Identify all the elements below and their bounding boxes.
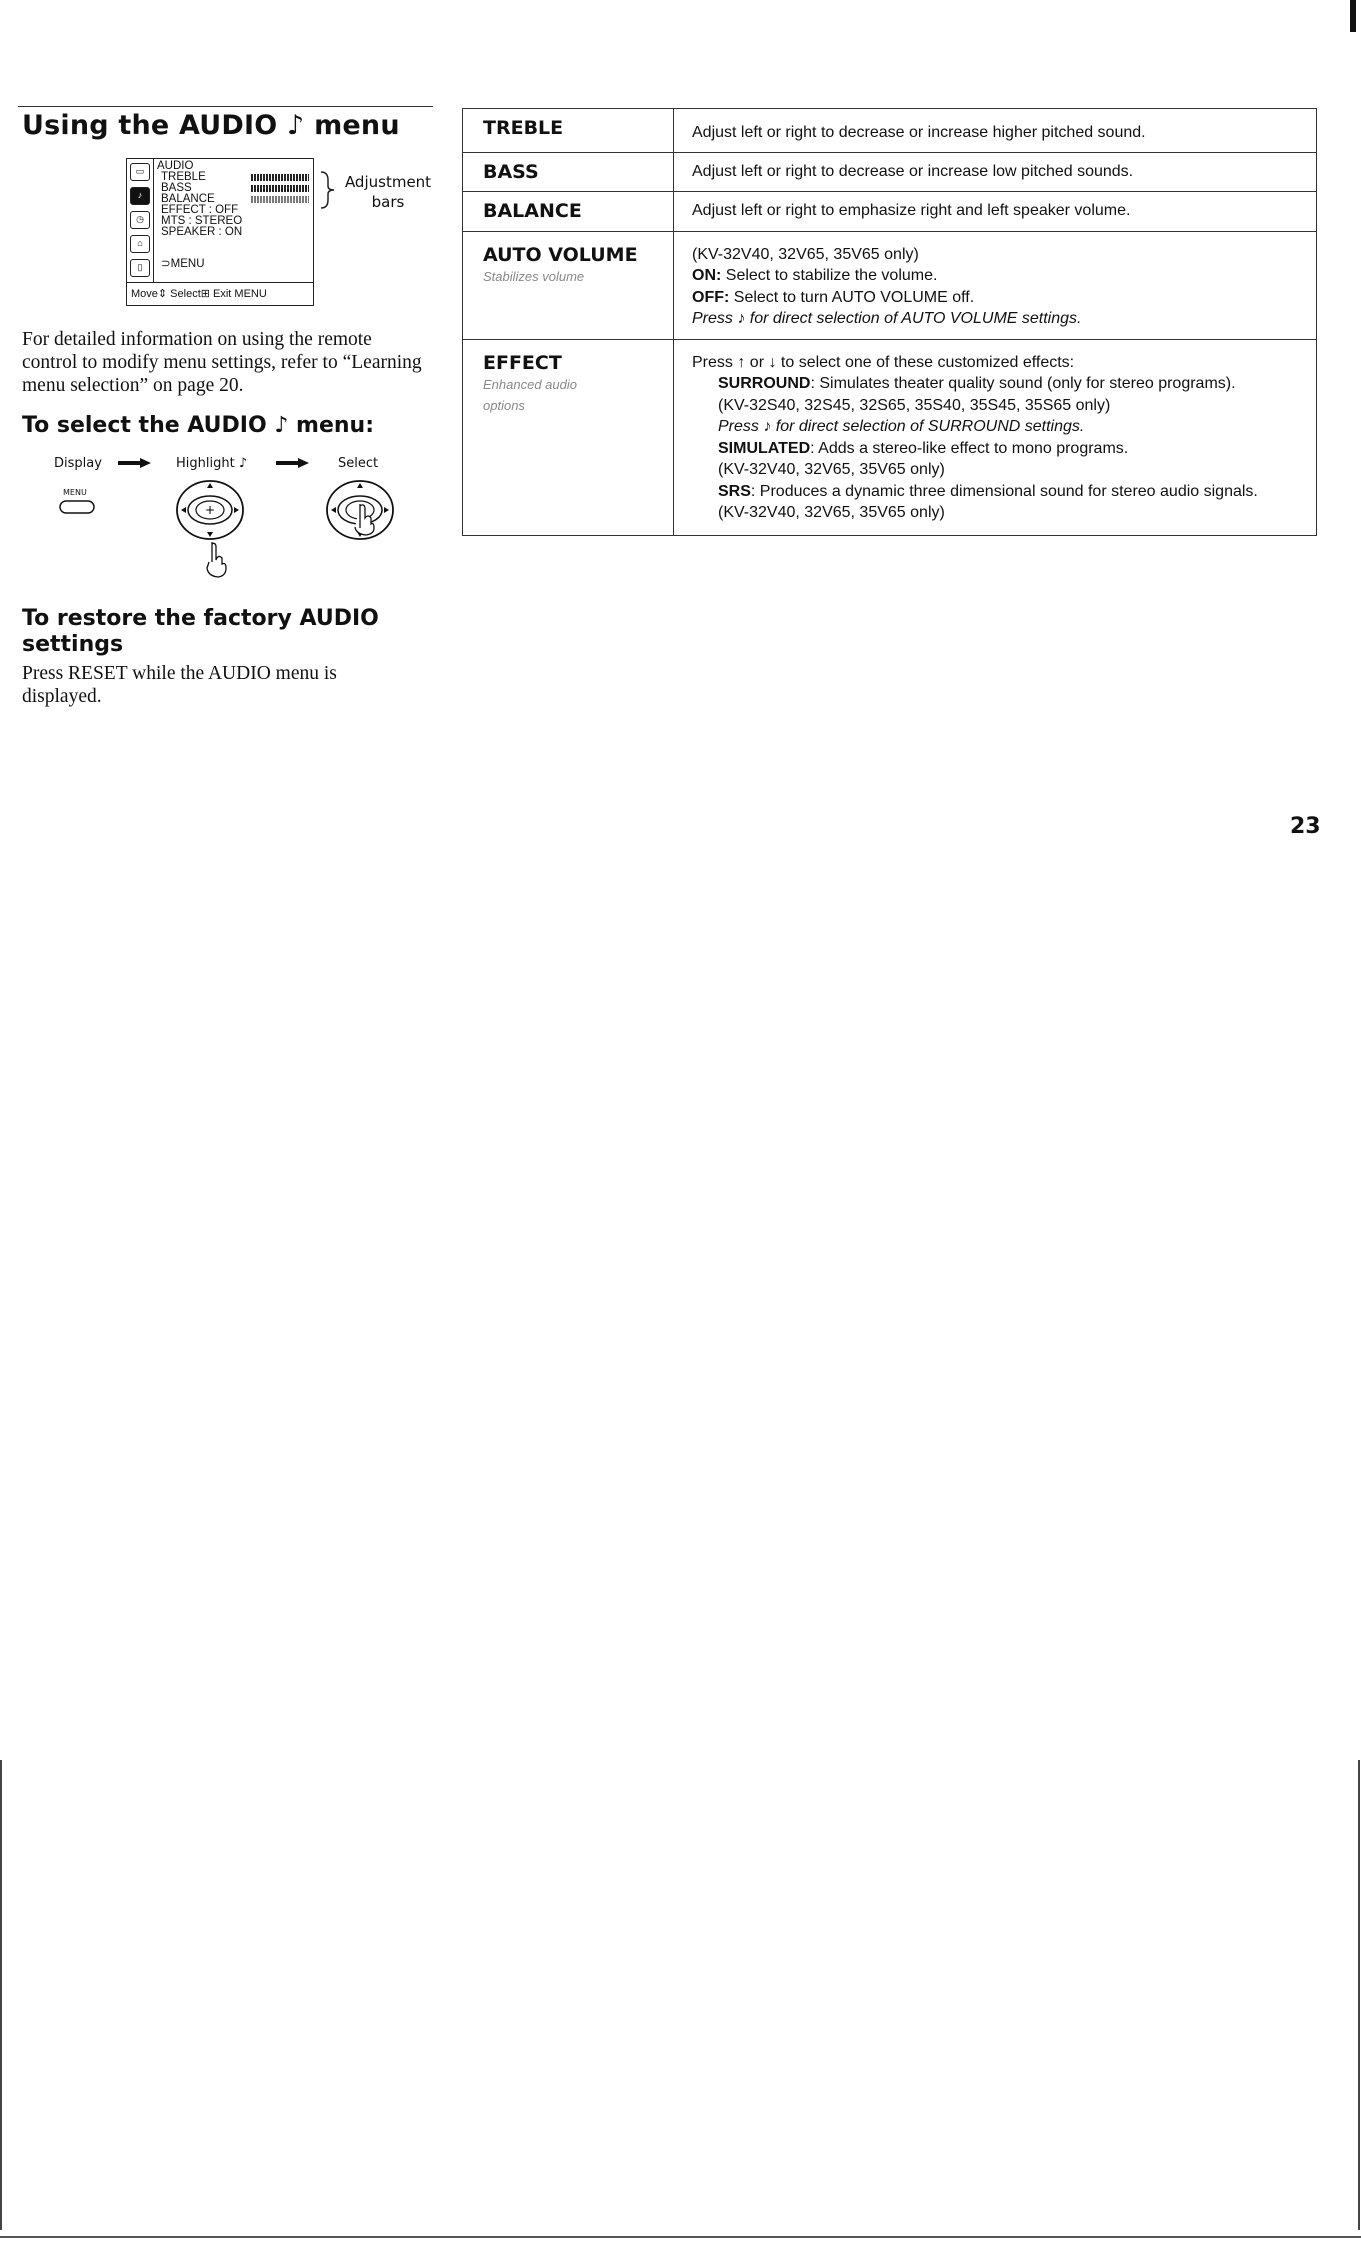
flow-display-label: Display <box>54 456 102 471</box>
menu-icon-column <box>127 159 154 283</box>
table-row <box>463 152 1317 191</box>
simulated-models: (KV-32V40, 32V65, 35V65 only) <box>718 461 945 478</box>
table-desc-cell <box>674 339 1317 535</box>
simulated-text: : Adds a stereo-like effect to mono programs. <box>810 439 1129 457</box>
table-row <box>463 109 1317 153</box>
menu-item-effect: EFFECT : OFF <box>161 204 239 216</box>
restore-heading: To restore the factory AUDIO settings <box>22 606 379 657</box>
table-desc-cell <box>674 152 1317 191</box>
svg-text:+: + <box>204 503 216 517</box>
channel-icon: ▯ <box>130 259 150 277</box>
flow-select-label: Select <box>338 456 379 471</box>
bass-label: BASS <box>483 160 539 183</box>
table-label-cell <box>463 191 674 231</box>
table-row <box>463 339 1317 535</box>
scan-edge-bottom <box>0 2236 1361 2238</box>
table-desc-cell <box>674 231 1317 339</box>
joystick-select-icon <box>324 478 398 542</box>
top-rule <box>18 106 433 107</box>
surround-models: (KV-32S40, 32S45, 32S65, 35S40, 35S45, 35S65 only) <box>718 396 1111 414</box>
effect-intro: Press ↑ or ↓ to select one of these customized effects: <box>692 353 1075 371</box>
brace-icon <box>318 170 338 210</box>
video-icon: ▭ <box>130 163 150 181</box>
effect-label: EFFECT <box>483 351 562 374</box>
balance-label: BALANCE <box>483 199 582 222</box>
off-key: OFF: <box>692 288 730 306</box>
menu-button-label: MENU <box>63 488 87 497</box>
menu-bottom-text: Move⇕ Select⊞ Exit MENU <box>131 288 267 300</box>
on-key: ON: <box>692 267 722 284</box>
treble-desc: Adjust left or right to decrease or increase higher pitched sound. <box>692 124 1146 141</box>
page-title: Using the AUDIO ♪ menu <box>22 110 400 141</box>
table-label-cell <box>463 231 674 339</box>
srs-key: SRS <box>718 482 751 500</box>
off-text: Select to turn AUTO VOLUME off. <box>733 288 975 306</box>
on-text: Select to stabilize the volume. <box>725 267 938 284</box>
intro-paragraph: For detailed information on using the remote control to modify menu settings, refer to “Learning menu selection” on page 20. <box>22 329 422 396</box>
treble-label: TREBLE <box>483 117 564 139</box>
table-row <box>463 191 1317 231</box>
joystick-highlight-icon <box>174 478 248 542</box>
flow-highlight-label: Highlight ♪ <box>176 456 248 471</box>
treble-bar <box>251 174 309 181</box>
audio-settings-table <box>462 108 1317 536</box>
menu-title: AUDIO <box>157 160 194 172</box>
menu-item-mts: MTS : STEREO <box>161 215 243 227</box>
auto-volume-press: Press ♪ for direct selection of AUTO VOLUME settings. <box>692 310 1082 327</box>
menu-item-speaker: SPEAKER : ON <box>161 226 243 238</box>
menu-back: ⊃MENU <box>161 258 205 270</box>
srs-text: : Produces a dynamic three dimensional sound for stereo audio signals. <box>750 482 1258 500</box>
menu-item-treble: TREBLE <box>161 171 206 183</box>
srs-models: (KV-32V40, 32V65, 35V65 only) <box>718 504 945 521</box>
auto-volume-sub: Stabilizes volume <box>483 268 585 284</box>
scan-edge-left <box>0 1760 2 2230</box>
menu-button-icon <box>58 498 98 518</box>
page-number: 23 <box>1290 814 1321 839</box>
balance-desc: Adjust left or right to emphasize right and left speaker volume. <box>692 201 1131 219</box>
restore-paragraph: Press RESET while the AUDIO menu is displayed. <box>22 663 337 707</box>
menu-item-balance: BALANCE <box>161 193 215 205</box>
auto-volume-models: (KV-32V40, 32V65, 35V65 only) <box>692 245 919 263</box>
select-heading: To select the AUDIO ♪ menu: <box>22 413 374 438</box>
effect-sub: Enhanced audio options <box>483 376 577 413</box>
surround-press: Press ♪ for direct selection of SURROUND settings. <box>718 418 1085 435</box>
setup-icon: ⌂ <box>130 235 150 253</box>
edge-tab-mark <box>1350 0 1356 32</box>
scan-edge-right <box>1358 1760 1360 2230</box>
table-desc-cell <box>674 109 1317 153</box>
bass-desc: Adjust left or right to decrease or increase low pitched sounds. <box>692 162 1134 180</box>
table-row <box>463 231 1317 339</box>
arrow-icon <box>276 457 310 469</box>
table-label-cell <box>463 339 674 535</box>
audio-icon: ♪ <box>130 187 150 205</box>
table-label-cell <box>463 152 674 191</box>
balance-bar <box>251 196 309 203</box>
adjustment-note: Adjustment bars <box>344 173 432 211</box>
table-desc-cell <box>674 191 1317 231</box>
simulated-key: SIMULATED <box>718 439 811 457</box>
table-label-cell <box>463 109 674 153</box>
arrow-icon <box>118 457 152 469</box>
timer-icon: ◷ <box>130 211 150 229</box>
audio-menu-screen <box>126 158 314 306</box>
auto-volume-label: AUTO VOLUME <box>483 243 638 266</box>
menu-item-bass: BASS <box>161 182 192 194</box>
surround-key: SURROUND <box>718 375 811 392</box>
surround-text: : Simulates theater quality sound (only for stereo programs). <box>810 375 1236 392</box>
bass-bar <box>251 185 309 192</box>
menu-bottom-bar <box>127 282 313 305</box>
hand-pointer-icon <box>202 540 232 580</box>
